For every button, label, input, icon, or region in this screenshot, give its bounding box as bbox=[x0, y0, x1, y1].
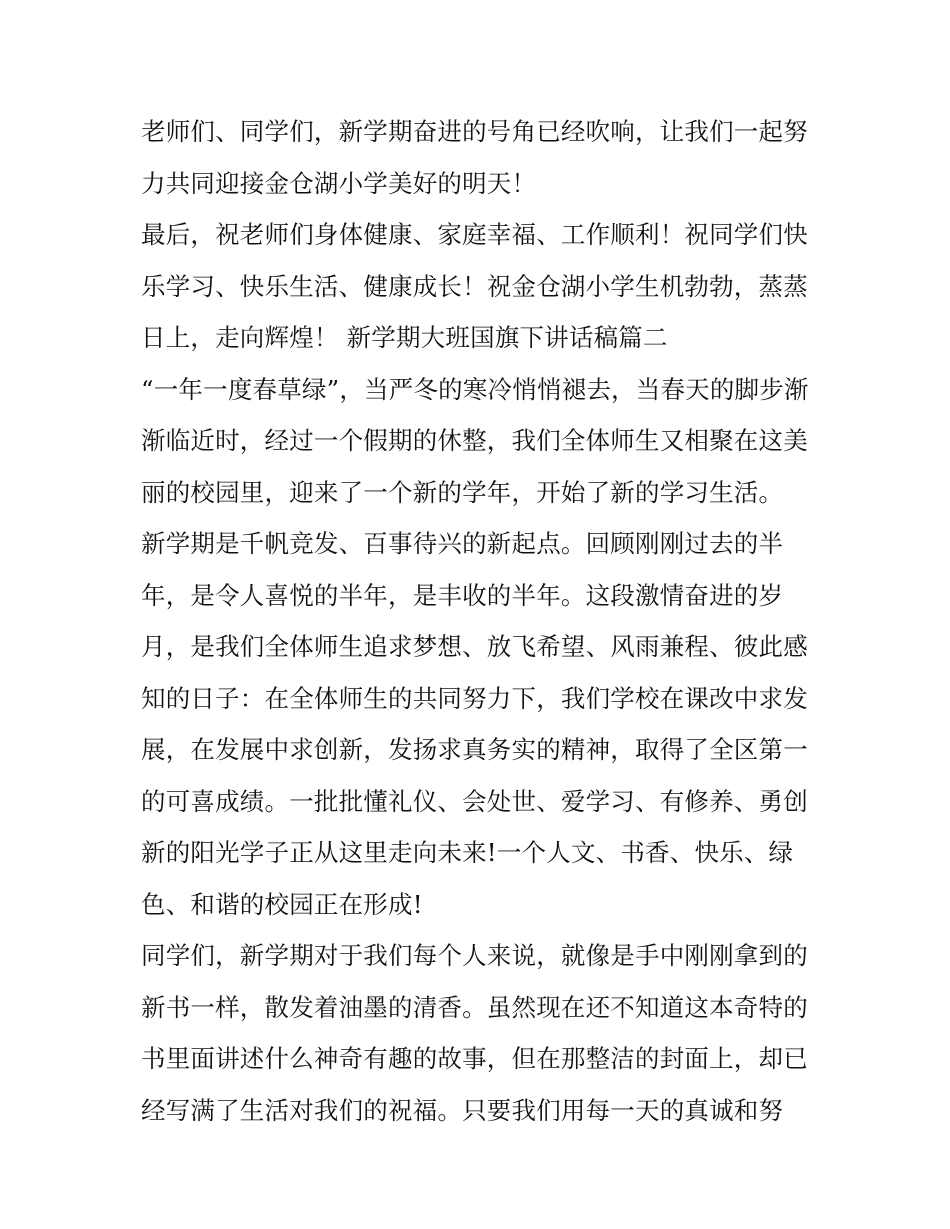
text-line: 同学们，新学期对于我们每个人来说，就像是手中刚刚拿到的 bbox=[141, 941, 808, 970]
text-line: 月，是我们全体师生追求梦想、放飞希望、风雨兼程、彼此感 bbox=[141, 632, 808, 661]
text-line: 的可喜成绩。一批批懂礼仪、会处世、爱学习、有修养、勇创 bbox=[141, 786, 808, 816]
text-line: 新学期是千帆竞发、百事待兴的新起点。回顾刚刚过去的半 bbox=[141, 529, 784, 558]
text-line: 新书一样，散发着油墨的清香。虽然现在还不知道这本奇特的 bbox=[141, 992, 808, 1022]
body-text bbox=[141, 106, 821, 1136]
text-line: 最后，祝老师们身体健康、家庭幸福、工作顺利！祝同学们快 bbox=[141, 220, 808, 249]
text-line: 渐临近时，经过一个假期的休整，我们全体师生又相聚在这美 bbox=[141, 426, 808, 455]
text-line: 力共同迎接金仓湖小学美好的明天！ bbox=[141, 168, 537, 198]
text-line: “一年一度春草绿”，当严冬的寒冷悄悄褪去，当春天的脚步渐 bbox=[141, 374, 809, 404]
text-line: 丽的校园里，迎来了一个新的学年，开始了新的学习生活。 bbox=[141, 477, 784, 507]
text-line: 新的阳光学子正从这里走向未来!一个人文、书香、快乐、绿 bbox=[141, 838, 794, 867]
text-line: 书里面讲述什么神奇有趣的故事，但在那整洁的封面上，却已 bbox=[141, 1044, 808, 1073]
text-line: 展，在发展中求创新，发扬求真务实的精神，取得了全区第一 bbox=[141, 735, 808, 764]
text-line: 知的日子：在全体师生的共同努力下，我们学校在课改中求发 bbox=[141, 683, 808, 713]
text-line: 色、和谐的校园正在形成! bbox=[141, 889, 423, 919]
text-line: 乐学习、快乐生活、健康成长！祝金仓湖小学生机勃勃，蒸蒸 bbox=[141, 271, 808, 301]
text-line: 老师们、同学们，新学期奋进的号角已经吹响，让我们一起努 bbox=[141, 117, 808, 146]
text-line: 年，是令人喜悦的半年，是丰收的半年。这段激情奋进的岁 bbox=[141, 580, 784, 610]
text-line: 经写满了生活对我们的祝福。只要我们用每一天的真诚和努 bbox=[141, 1095, 784, 1125]
text-line: 日上，走向辉煌！ 新学期大班国旗下讲话稿篇二 bbox=[141, 323, 668, 352]
